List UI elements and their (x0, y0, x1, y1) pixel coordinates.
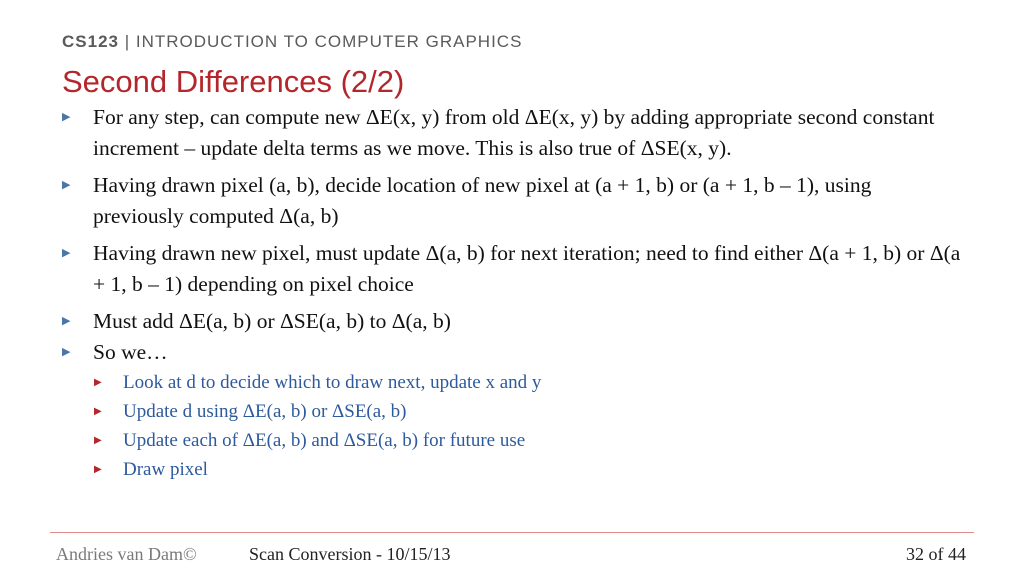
sub-bullet-text: Update each of ΔE(a, b) and ΔSE(a, b) for future use (123, 430, 526, 451)
sub-bullet-arrow-icon: ▶ (94, 435, 102, 446)
sub-bullet-text: Draw pixel (123, 459, 208, 480)
slide-content (62, 102, 962, 484)
sub-bullet-item (62, 397, 962, 426)
footer-page-number: 32 of 44 (906, 544, 966, 564)
bullet-text: For any step, can compute new ΔE(x, y) from old ΔE(x, y) by adding appropriate second constant increment – update delta terms as we move. This is also true of ΔSE(x, y). (93, 105, 935, 160)
bullet-item (62, 306, 962, 337)
sub-bullet-text: Look at d to decide which to draw next, update x and y (123, 372, 542, 393)
bullet-item (62, 238, 962, 300)
header-separator: | (118, 32, 136, 51)
footer-topic-date: Scan Conversion - 10/15/13 (249, 544, 451, 564)
course-subtitle: INTRODUCTION TO COMPUTER GRAPHICS (135, 32, 523, 51)
bullet-text: Must add ΔE(a, b) or ΔSE(a, b) to Δ(a, b) (93, 309, 451, 333)
bullet-arrow-icon: ▶ (62, 315, 71, 327)
bullet-item (62, 170, 962, 232)
course-header (62, 32, 522, 52)
bullet-arrow-icon: ▶ (62, 346, 71, 358)
bullet-text: So we… (93, 340, 168, 364)
bullet-text: Having drawn pixel (a, b), decide location of new pixel at (a + 1, b) or (a + 1, b – 1), using previously computed Δ(a, b) (93, 173, 872, 228)
sub-bullet-item (62, 368, 962, 397)
sub-bullet-text: Update d using ΔE(a, b) or ΔSE(a, b) (123, 401, 407, 422)
footer-divider (50, 532, 974, 533)
sub-bullet-arrow-icon: ▶ (94, 464, 102, 475)
bullet-item (62, 337, 962, 368)
sub-bullet-item (62, 426, 962, 455)
footer-author: Andries van Dam© (56, 544, 197, 564)
bullet-arrow-icon: ▶ (62, 111, 71, 123)
bullet-arrow-icon: ▶ (62, 247, 71, 259)
bullet-item (62, 102, 962, 164)
bullet-text: Having drawn new pixel, must update Δ(a, b) for next iteration; need to find either Δ(a + 1, b) or Δ(a + 1, b – 1) depending on pixel choice (93, 241, 961, 296)
slide-title: Second Differences (2/2) (62, 64, 405, 99)
sub-bullet-arrow-icon: ▶ (94, 377, 102, 388)
bullet-arrow-icon: ▶ (62, 179, 71, 191)
sub-bullet-arrow-icon: ▶ (94, 406, 102, 417)
course-code: CS123 (62, 32, 119, 51)
sub-bullet-item (62, 455, 962, 484)
